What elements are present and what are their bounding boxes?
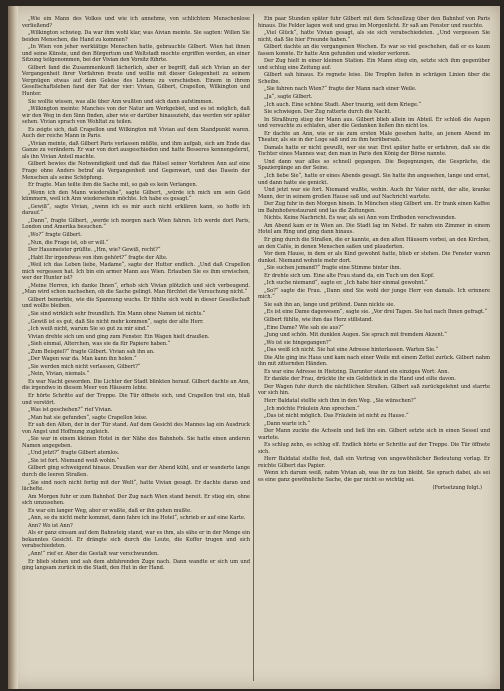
paragraph: „Ich auch. Eine schöne Stadt. Aber traurig, seit dem Kriege.“ xyxy=(264,101,422,108)
paragraph: Gilbert bemerkte, wie die Spannung wuchs. Er fühlte sich wohl in dieser Gesellschaft und wollte bleiben. xyxy=(22,296,250,310)
paragraph: Damals hatte er nicht gewußt, wer sie war. Erst später hatte er erfahren, daß sie die Tochter eines Mannes war, den man in Paris den König der Börse nannte. xyxy=(258,144,490,158)
paragraph: Er fragte. Man teilte ihm die Sache mit, so gab es kein Verlangen. xyxy=(28,182,198,189)
paragraph: Ann? Wo ist Ann? xyxy=(28,522,73,529)
paragraph: „Wilkington meinte: Manches von der Natur am Werkgebiet, und es ist möglich, daß wir den Weg in den Sinn finden, aber wie er darüber hinauszieht, das werden wir später sehen. Vivian sprach von Wohltat zu teilen. xyxy=(22,106,250,126)
paragraph: Sie schwiegen. Der Zug ratterte durch die Nacht. xyxy=(264,109,392,116)
paragraph: Und jetzt war sie fort. Niemand wußte, wohin. Auch ihr Vater nicht, der alte, kranke Mann, der in seinem großen Hause saß und auf Nachricht wartete. xyxy=(258,187,490,200)
paragraph: „Sie sind wirklich sehr freundlich. Ein Mann ohne Namen ist nichts.“ xyxy=(28,310,206,317)
paragraph: Nichts. Keine Nachricht. Es war, als sei Ann vom Erdboden verschwunden. xyxy=(264,215,457,222)
paragraph: „Zum Beispiel?“ fragte Gilbert. Vivian sah ihn an. xyxy=(28,348,155,355)
right-text-column xyxy=(258,16,490,685)
paragraph: „Ich liebe Sie“, hatte er eines Abends gesagt. Sie hatte ihn angesehen, lange und ernst, und dann hatte sie genickt. xyxy=(258,173,490,186)
paragraph: „Nun, die Frage ist, ob er will.“ xyxy=(28,239,109,246)
paragraph: „Ann!“ rief er. Aber die Gestalt war verschwunden. xyxy=(28,551,159,558)
paragraph: „Man hat sie gefunden“, sagte Crapellon leise. xyxy=(28,414,148,421)
paragraph: „Das ist nicht möglich. Das Fräulein ist nicht zu Hause.“ xyxy=(264,413,409,420)
column-rule xyxy=(253,14,254,681)
paragraph: Der Wagen fuhr durch die nächtlichen Straßen. Gilbert saß zurückgelehnt und starrte vor sich hin. xyxy=(258,383,490,397)
paragraph: Die Alte ging ins Haus und kam nach einer Weile mit einem Zettel zurück. Gilbert nahm ihn mit zitternden Händen. xyxy=(258,354,490,368)
paragraph: „Sie ist fort. Niemand weiß wohin.“ xyxy=(28,457,120,464)
paragraph: Er dankte der Frau, drückte ihr ein Geldstück in die Hand und eilte davon. xyxy=(264,376,456,383)
paragraph: Am Morgen fuhr er zum Bahnhof. Der Zug nach Wien stand bereit. Er stieg ein, ohne sich umzusehen. xyxy=(22,493,250,507)
paragraph: Es war Nacht geworden. Die Lichter der Stadt blinkten herauf. Gilbert dachte an Ann, die irgendwo in diesem Meer von Häusern lebte. xyxy=(22,378,250,392)
paragraph: Es zeigte sich, daß Crapellon und Wilkington mit Vivian auf dem Standpunkt waren. Auch der reiche Mann in Paris. xyxy=(22,126,250,140)
paragraph: Wenn ich darum weiß, nahm Vivian ab, was ihr zu tun bleibt. Sie sprach dabei, als sei es eine ganz gewöhnliche Sache, die gar nicht so wichtig sei. xyxy=(258,470,490,483)
paragraph: „Das weiß ich nicht. Sie hat eine Adresse hinterlassen. Warten Sie.“ xyxy=(264,347,439,354)
paragraph: „Sieh einmal, Alterchen, was sie da für Papiere haben.“ xyxy=(28,341,171,348)
paragraph: Der Mann zuckte die Achseln und ließ ihn ein. Gilbert setzte sich in einen Sessel und wartete. xyxy=(258,428,490,441)
paragraph: „Und jetzt?“ fragte Gilbert atemlos. xyxy=(28,450,120,457)
paragraph: Gilbert fühlte, wie ihm das Herz stillstand. xyxy=(264,316,374,323)
paragraph: „So?“ sagte die Frau. „Dann sind Sie wohl der junge Herr von damals. Ich erinnere mich.“ xyxy=(258,287,490,301)
paragraph: „Ja“, sagte Gilbert. xyxy=(264,94,313,101)
paragraph: „Wo?“ fragte Gilbert. xyxy=(28,231,82,238)
paragraph: Sie sah ihn an, lange und prüfend. Dann nickte sie. xyxy=(264,301,395,308)
paragraph: Gilbert sah hinaus. Es regnete leise. Die Tropfen liefen in schrägen Linien über die Scheibe. xyxy=(258,72,490,85)
paragraph: Gilbert ging schweigend hinaus. Draußen war der Abend kühl, und er wanderte lange durch die leeren Straßen. xyxy=(22,465,250,478)
paragraph: Er dachte an Ann, wie er sie zum ersten Male gesehen hatte, an jenem Abend im Theater, als sie in der Loge saß und zu ihm herübersah. xyxy=(258,130,490,144)
paragraph: „In Wien von jeher werktätige Menschen hatte, gebrauchte Gilbert. Wien hat ihnen und seine Künste, und den Bürgertum und Weltstadt mochte ergriffen werden, an einer Sitzung teilgenommen, bei der Vivian den Vorsitz führte. xyxy=(22,44,250,64)
paragraph: Der Hausmeister grüßte. „Hm, wie? Gewiß, recht?“ xyxy=(28,247,161,254)
paragraph: „Es ist eine Dame dagewesen“, sagte sie. „Vor drei Tagen. Sie hat nach Ihnen gefragt.“ xyxy=(264,309,488,316)
paragraph: „Gewiß ist es gut, daß Sie nicht mehr kommen“, sagte der alte Herr. xyxy=(28,318,204,325)
paragraph: Der Zug hielt in einer kleinen Station. Ein Mann stieg ein, setzte sich ihm gegenüber und schlug eine Zeitung auf. xyxy=(258,58,490,71)
paragraph: Gilbert fand die Zusammenkunft lächerlich, aber er begriff, daß sich Vivian an der Vergangenheit ihrer Vorfahren freute und wollte mit dieser Gelegenheit zu seinem Vergnügen etwas auf dem Geleise des Lebens zu verschieben. Einem in ihrem Gesellschaftsleben fand der Rat der vier: Vivian, Gilbert, Crapellon, Wilkington und Hunter. xyxy=(22,64,250,98)
paragraph: „Ich weiß nicht, warum Sie so gut zu mir sind.“ xyxy=(28,326,150,333)
paragraph: „Wie ein Mann des Volkes und wie ich annehme, von schlichtem Menschenlose verließend? xyxy=(22,16,250,29)
paragraph: „Nein, Vivian, niemals.“ xyxy=(28,371,90,378)
paragraph: „Jung und schön. Mit dunklen Augen. Sie sprach mit fremdem Akzent.“ xyxy=(264,332,447,339)
paragraph: Er ging durch die Straßen, die er kannte, an den alten Häusern vorbei, an den Kirchen, an den Cafés, in denen Menschen saßen und plauderten. xyxy=(258,236,490,250)
paragraph: „Habt Ihr irgendwas von ihm gehört?“ fragte der Alte. xyxy=(28,254,168,261)
page-spine xyxy=(8,6,18,689)
paragraph: „Gewiß“, sagte Vivian, „wenn ich es mir auch nicht erklären kann, so hoffe ich darauf.“ xyxy=(22,203,250,217)
paragraph: „Ich möchte Fräulein Ann sprechen.“ xyxy=(264,405,360,412)
paragraph: Ein paar Stunden später fuhr Gilbert mit dem Schnellzug über den Bahnhof von Paris hinaus. Die Felder lagen weit und grau im Morgenlicht. Er saß am Fenster und rauchte. xyxy=(258,16,490,29)
paragraph: „Viel Glück“, hatte Vivian gesagt, als sie sich verabschiedeten. „Und vergessen Sie nicht, daß Sie hier Freunde haben.“ xyxy=(258,30,490,43)
paragraph: Der Zug fuhr in den Morgen hinein. In München stieg Gilbert um. Er trank einen Kaffee im Bahnhofsrestaurant und las die Zeitungen. xyxy=(258,201,490,214)
paragraph: Vor dem Hause, in dem er als Kind gewohnt hatte, blieb er stehen. Die Fenster waren dunkel. Niemand wohnte mehr dort. xyxy=(258,251,490,264)
paragraph: „Was ist geschehen?“ rief Vivian. xyxy=(28,407,113,414)
paragraph: Es war ein langer Weg, aber er wußte, daß er ihn gehen mußte. xyxy=(28,507,192,514)
paragraph: „Sie suchen jemand?“ fragte eine Stimme hinter ihm. xyxy=(264,265,401,272)
paragraph: „Weil ich das Leben liebe, Madame“, sagte der Hutter endlich. „Und daß Crapellon mich vergessen hat. Ich bin ein armer Mann aus Wien. Erlauben Sie es ihm erwischen, wer der Hunter ist? xyxy=(22,262,250,282)
paragraph: Am Abend kam er in Wien an. Die Stadt lag im Nebel. Er nahm ein Zimmer in einem Hotel am Ring und ging dann hinaus. xyxy=(258,222,490,236)
paragraph: Es schlug zehn, es schlug elf. Endlich hörte er Schritte auf der Treppe. Die Tür öffnete sich. xyxy=(258,442,490,455)
paragraph: In Straßburg stieg der Mann aus. Gilbert blieb allein im Abteil. Er schloß die Augen und versuchte zu schlafen, aber die Gedanken ließen ihn nicht los. xyxy=(258,116,490,130)
newspaper-page xyxy=(8,6,500,689)
continuation-note: (Fortsetzung folgt.) xyxy=(432,484,482,491)
paragraph: Er blieb stehen und sah dem abfahrenden Zuge nach. Dann wandte er sich um und ging langsam zurück in die Stadt, den Hut in der Hand. xyxy=(22,558,250,572)
paragraph: „Sie werden mich nicht verlassen, Gilbert?“ xyxy=(28,363,141,370)
paragraph: Sie wollte wissen, was alle über Ann wußten und sich dann aufstimmen. xyxy=(28,98,214,105)
paragraph: „Dann warte ich.“ xyxy=(264,420,311,427)
paragraph: „Sie fahren nach Wien?“ fragte der Mann nach einer Weile. xyxy=(264,86,417,93)
paragraph: Gilbert bewies die Notwendigkeit und daß das Rätsel seiner Vorfahren Ann auf eine Frage ohne Anders betraf als Vergangenheit und Gegenwart, und das Dasein der Menschen als seine Schöpfung. xyxy=(22,161,250,181)
paragraph: Als er ganz einsam auf dem Bahnsteig stand, war es ihm, als sähe er in der Menge ein bekanntes Gesicht. Er drängte sich durch die Leute, die Koffer trugen und sich verabschiedeten. xyxy=(22,530,250,550)
paragraph: „Wilkington schwieg. Da war ihm wohl klar, was Aivian meinte. Sie sagten: Willen Sie beiden Menschen, die Hand zu kommen? xyxy=(22,30,250,43)
paragraph: „Sie war in einem kleinen Hotel in der Nähe des Bahnhofs. Sie hatte einen anderen Namen angegeben. xyxy=(22,436,250,449)
paragraph: Und dann war alles so schnell gegangen. Die Begegnungen, die Gespräche, die Spaziergänge an der Seine. xyxy=(258,158,490,172)
paragraph: Er drehte sich um. Eine alte Frau stand da, ein Tuch um den Kopf. xyxy=(264,272,435,279)
paragraph: „Ann, so du nicht mehr kommst, dann fahre ich ins Hotel“, schrieb er auf eine Karte. xyxy=(28,515,246,522)
paragraph: „Meine Herren, ich danke Ihnen“, erhob sich Vivian plötzlich und sich verbeugend. „Man wird schon nachsehen, ob die Sache gelingt. Man fürchtet die Versuchung nicht.“ xyxy=(22,282,250,296)
paragraph: Gilbert dachte an die vergangenen Wochen. Es war so viel geschehen, daß er es kaum fassen konnte. Er hatte Ann gefunden und wieder verloren. xyxy=(258,44,490,57)
paragraph: Herr Baldatal stellte fest, daß ein Vertrag von ungewöhnlicher Bedeutung vorlag. Er reichte Gilbert das Papier. xyxy=(258,456,490,469)
paragraph: „Sie sind noch nicht fertig mit der Welt“, hatte Vivian gesagt. Er dachte daran und lächelte. xyxy=(22,479,250,493)
paragraph: „Vivian meinte, daß Gilbert Paris verlassen müßte, und ihm aufgab, sich am Ende das Ganze zu verändern. Er war von dort ausgeschieden und hatte Besseres kennengelernt, als ihn Vivian Anteil machte. xyxy=(22,140,250,160)
left-text-column xyxy=(22,16,250,685)
paragraph: Vivian drehte sich um und ging zum Fenster. Ein Wagen hielt draußen. xyxy=(28,333,210,340)
paragraph: „Ich suche niemand“, sagte er. „Ich habe hier einmal gewohnt.“ xyxy=(264,280,428,287)
paragraph: Er hörte Schritte auf der Treppe. Die Tür öffnete sich, und Crapellon trat ein, blaß und verstört. xyxy=(22,392,250,406)
paragraph: „Eine Dame? Wie sah sie aus?“ xyxy=(264,324,344,331)
paragraph: „Wenn ich den Mann wiedersähe“, sagte Gilbert, „würde ich mich um sein Geld kümmern, weil ich Ann wiedersehen möchte. Ich habe es gesagt.“ xyxy=(22,189,250,203)
paragraph: Herr Baldatal stellte sich ihm in den Weg. „Sie wünschen?“ xyxy=(264,397,417,404)
paragraph: Es war eine Adresse in Hietzing. Darunter stand ein einziges Wort: Ann. xyxy=(264,368,450,375)
paragraph: „Dann“, fragte Gilbert, „werde ich morgen nach Wien fahren. Ich werde dort Paris, London und Amerika besuchen.“ xyxy=(22,217,250,231)
paragraph: Er sah den Alten, der in der Tür stand. Auf dem Gesicht des Mannes lag ein Ausdruck von Angst und Hoffnung zugleich. xyxy=(22,422,250,435)
paragraph: „Wo ist sie hingegangen?“ xyxy=(264,339,332,346)
paragraph: „Der Wagen war da. Man kann ihn holen.“ xyxy=(28,356,137,363)
